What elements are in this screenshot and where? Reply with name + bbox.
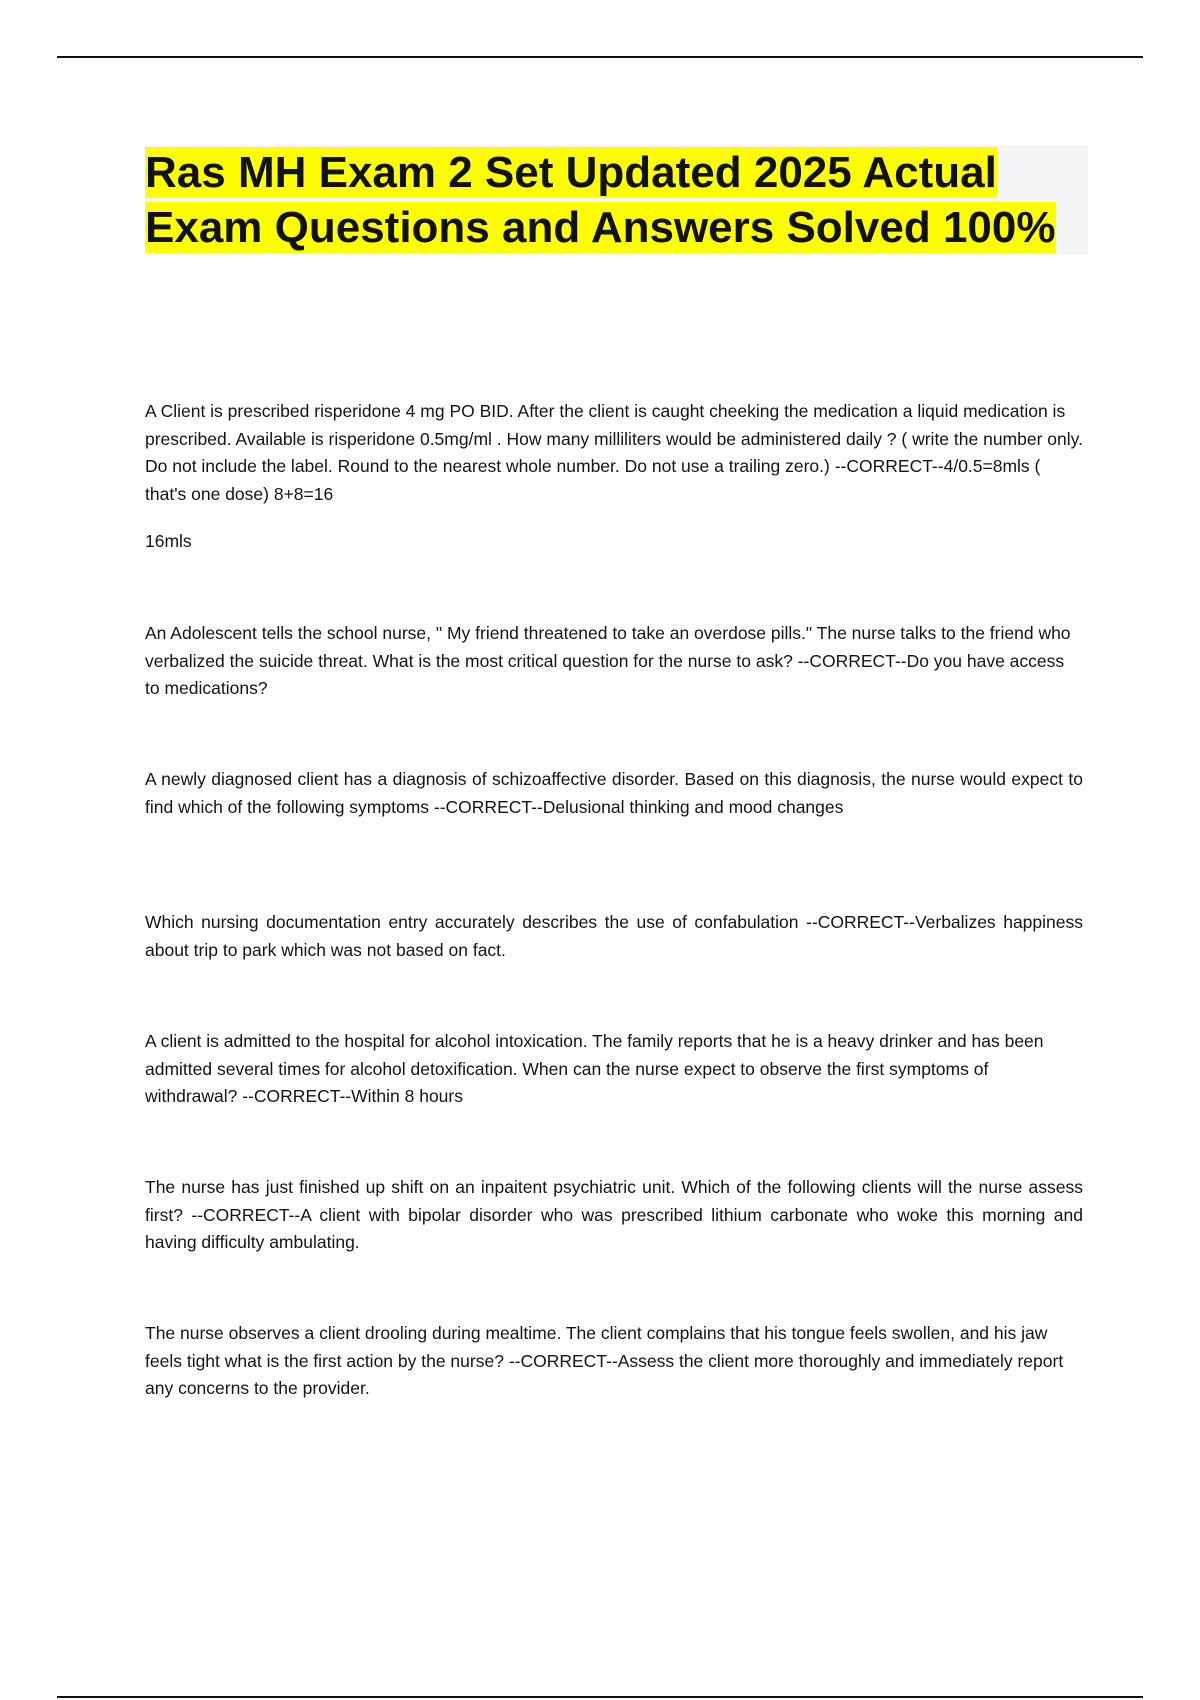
qa-item	[145, 620, 1083, 703]
answer-marker: --CORRECT--	[503, 1350, 618, 1371]
question-text: The nurse observes a client drooling during mealtime. The client complains that his tongue feels swollen, and his jaw feels tight what is the first action by the nurse?	[145, 1323, 1048, 1371]
question-text: An Adolescent tells the school nurse, " My friend threatened to take an overdose pills." The nurse talks to the friend who verbalized the suicide threat. What is the most critical question for the nurse to ask?	[145, 623, 1071, 671]
bottom-rule	[57, 1696, 1143, 1698]
answer-marker: --CORRECT--	[792, 650, 907, 671]
qa-item	[145, 1028, 1083, 1111]
answer-marker: --CORRECT--	[182, 1204, 301, 1225]
top-rule	[57, 56, 1143, 58]
title-highlight: Ras MH Exam 2 Set Updated 2025 Actual Exam Questions and Answers Solved 100%	[145, 148, 1056, 252]
question-text: A newly diagnosed client has a diagnosis of schizoaffective disorder. Based on this diagnosis, the nurse would expect to find which of the following symptoms	[145, 769, 1083, 817]
qa-item	[145, 1174, 1083, 1257]
answer-marker: --CORRECT--	[429, 796, 543, 817]
answer-text: A client with bipolar disorder who was prescribed lithium carbonate who woke this morning and having difficulty ambulating.	[145, 1204, 1083, 1252]
answer-text: Do you have access to medications?	[145, 650, 1065, 698]
answer-text: Within 8 hours	[351, 1086, 463, 1106]
question-text: Which nursing documentation entry accurately describes the use of confabulation	[145, 912, 799, 932]
answer-marker: --CORRECT--	[237, 1086, 352, 1106]
answer-text: Verbalizes happiness about trip to park which was not based on fact.	[145, 912, 1084, 960]
qa-item	[145, 398, 1083, 508]
qa-item	[145, 909, 1083, 964]
answer-extra: 16mls	[145, 531, 192, 551]
qa-item	[145, 766, 1083, 821]
answer-marker: --CORRECT--	[829, 456, 944, 476]
answer-text: Assess the client more thoroughly and immediately report any concerns to the provider.	[145, 1350, 1064, 1398]
answer-marker: --CORRECT--	[798, 912, 915, 932]
qa-item	[145, 1320, 1083, 1403]
answer-text: Delusional thinking and mood changes	[542, 796, 844, 817]
question-text: A Client is prescribed risperidone 4 mg PO BID. After the client is caught cheeking the medication a liquid medication is prescribed. Available is risperidone 0.5mg/ml . How many milliliters would be administered daily ? ( write the number only. Do not include the label. Round to the nearest whole number. Do not use a trailing zero.)	[145, 401, 1083, 476]
document-title	[145, 145, 1088, 255]
question-text: The nurse has just finished up shift on an inpaitent psychiatric unit. Which of the following clients will the nurse assess first?	[145, 1177, 1083, 1225]
answer-text: 4/0.5=8mls ( that's one dose) 8+8=16	[145, 456, 1041, 504]
question-text: A client is admitted to the hospital for alcohol intoxication. The family reports that he is a heavy drinker and has been admitted several times for alcohol detoxification. When can the nurse expect to observe the first symptoms of withdrawal?	[145, 1031, 1044, 1106]
title-block	[145, 145, 1088, 255]
